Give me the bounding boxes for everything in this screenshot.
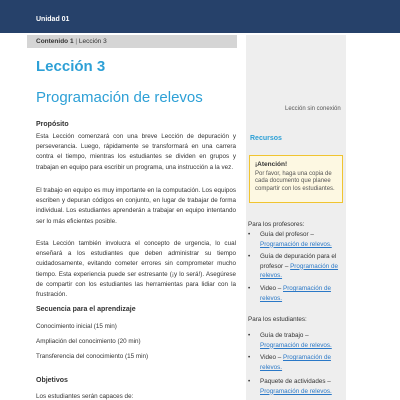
page-subtitle: Programación de relevos [36, 89, 203, 106]
resource-text: Guía de depuración para el profesor – [260, 253, 337, 270]
sequence-item: Ampliación del conocimiento (20 min) [36, 338, 141, 345]
bullet-icon: • [248, 285, 251, 292]
resources-title: Recursos [250, 135, 282, 142]
list-item [248, 284, 343, 303]
resource-link[interactable]: Programación de relevos. [260, 387, 332, 395]
attention-title: ¡Atención! [255, 161, 288, 168]
list-item [248, 252, 343, 281]
breadcrumb-separator: | [75, 38, 78, 45]
resource-link[interactable]: Programación de relevos. [260, 354, 331, 371]
resource-text: Video – [260, 354, 282, 361]
lesson-label: Lección 3 [78, 38, 107, 45]
bullet-icon: • [248, 378, 251, 385]
purpose-heading: Propósito [36, 121, 69, 128]
content-label: Contenido 1 [36, 38, 74, 45]
sequence-item: Conocimiento inicial (15 min) [36, 323, 117, 330]
sequence-item: Transferencia del conocimiento (15 min) [36, 353, 149, 360]
objectives-intro: Los estudiantes serán capaces de: [36, 393, 134, 400]
resource-link[interactable]: Programación de relevos. [260, 285, 331, 302]
purpose-paragraph-2: El trabajo en equipo es muy importante en la computación. Los equipos escriben y depuran códigos en conjunto, en lugar de trabajar de forma individual. Los estudiantes aprenderán a trabajar en equipo intentando ser lo más eficientes posible. [36, 187, 236, 225]
list-item [248, 353, 343, 372]
purpose-paragraph-1: Esta Lección comenzará con una breve Lección de depuración y perseverancia. Luego, rápidamente se transformará en una carrera contra el tiempo, mientras los estudiantes se dividen en grupos y trabajan en equipo para escribir un programa, una instrucción a la vez. [36, 133, 236, 171]
resource-link[interactable]: Programación de relevos. [260, 240, 332, 248]
list-item [248, 377, 343, 396]
purpose-paragraph-3: Esta Lección también involucra el concepto de urgencia, lo cual enseñará a los estudiantes que deben administrar su tiempo cuidadosamente, evitando cometer errores sin comprometer mucho tiempo. Esta experiencia puede ser estresante (¡y lo será!). Asegúrese de compartir con los estudiantes las herramientas para lidiar con la frustración. [36, 240, 236, 299]
resource-text: Video – [260, 285, 282, 292]
resource-link[interactable]: Programación de relevos. [260, 341, 332, 349]
bullet-icon: • [248, 253, 251, 260]
resource-text: Paquete de actividades – [260, 378, 331, 385]
list-item [248, 230, 343, 249]
list-item [248, 331, 343, 350]
top-header-bar [0, 0, 400, 33]
teachers-label: Para los profesores: [248, 221, 305, 228]
content-breadcrumb [27, 35, 237, 48]
resource-text: Guía de trabajo – [260, 332, 309, 339]
attention-text: Por favor, haga una copia de cada documento que planee compartir con los estudiantes. [255, 171, 335, 192]
sequence-heading: Secuencia para el aprendizaje [36, 306, 136, 313]
objectives-heading: Objetivos [36, 377, 68, 384]
resource-text: Guía del profesor – [260, 231, 314, 238]
attention-box [249, 155, 343, 203]
offline-lesson-label: Lección sin conexión [285, 106, 341, 112]
bullet-icon: • [248, 332, 251, 339]
bullet-icon: • [248, 354, 251, 361]
resource-link[interactable]: Programación de relevos. [260, 262, 339, 280]
bullet-icon: • [248, 231, 251, 238]
unit-label: Unidad 01 [36, 16, 70, 23]
page-title: Lección 3 [36, 58, 106, 75]
students-label: Para los estudiantes: [248, 316, 307, 323]
